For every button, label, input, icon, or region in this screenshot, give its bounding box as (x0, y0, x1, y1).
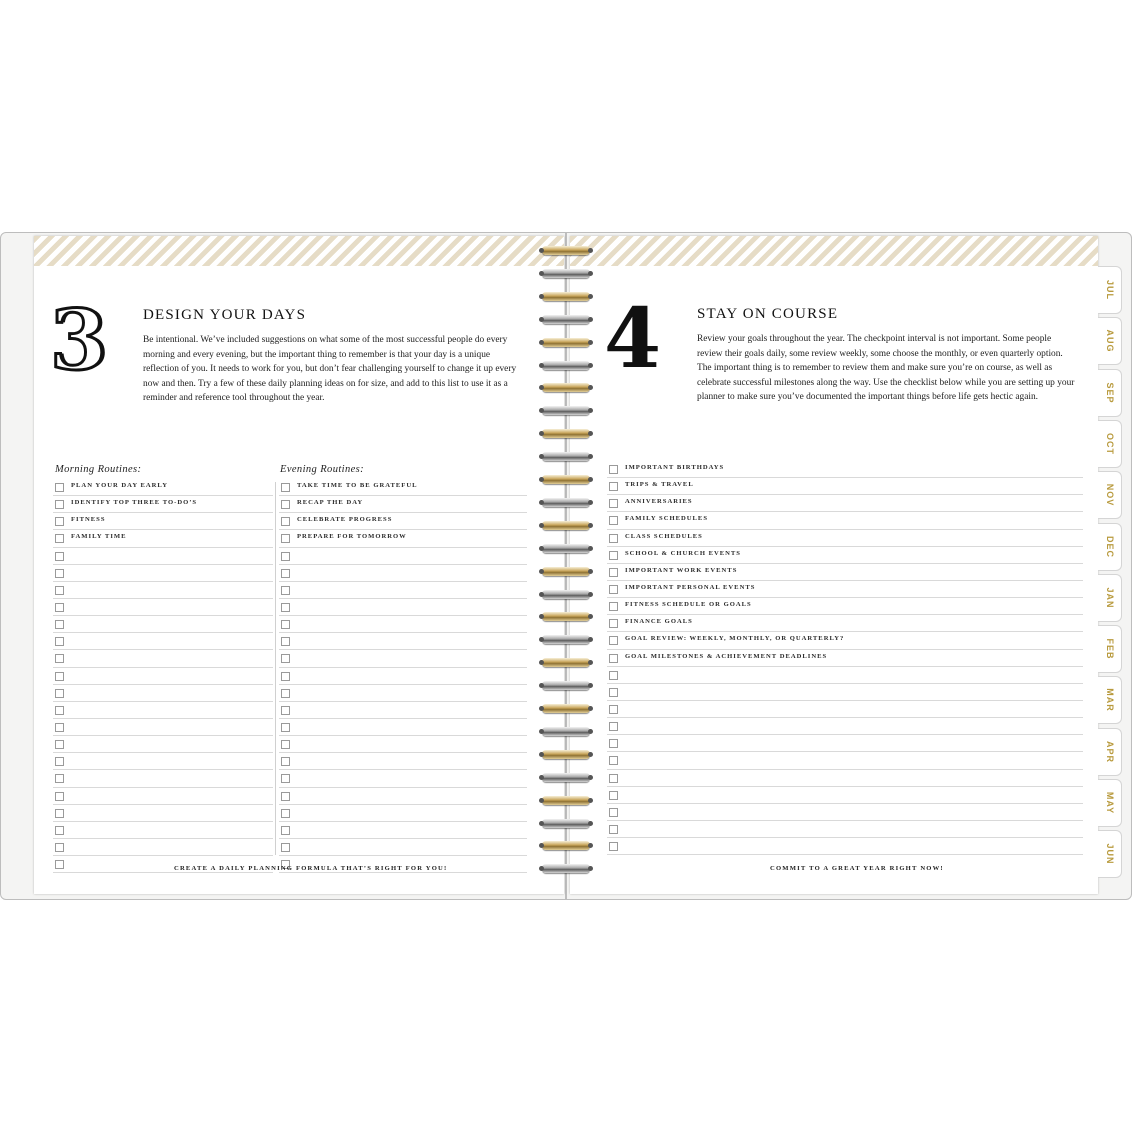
checkbox[interactable] (609, 551, 618, 560)
spiral-ring (542, 361, 590, 370)
evening-row (279, 565, 527, 582)
goal-item-label: CLASS SCHEDULES (625, 532, 703, 540)
morning-row (53, 479, 273, 496)
goal-row (607, 598, 1083, 615)
checkbox[interactable] (609, 739, 618, 748)
month-tab-may[interactable] (1098, 779, 1122, 827)
month-tab-label: OCT (1104, 432, 1115, 455)
morning-row (53, 496, 273, 513)
evening-row (279, 753, 527, 770)
morning-row (53, 822, 273, 839)
checkbox[interactable] (609, 602, 618, 611)
morning-row (53, 530, 273, 547)
checkbox[interactable] (55, 586, 64, 595)
spiral-ring (542, 773, 590, 782)
evening-row (279, 582, 527, 599)
checkbox[interactable] (55, 534, 64, 543)
evening-row (279, 548, 527, 565)
goal-row (607, 581, 1083, 598)
month-tab-label: NOV (1104, 483, 1115, 507)
morning-row (53, 633, 273, 650)
goal-row (607, 530, 1083, 547)
spiral-ring (542, 406, 590, 415)
goal-item-label: IMPORTANT PERSONAL EVENTS (625, 583, 756, 591)
checkbox[interactable] (281, 517, 290, 526)
spiral-ring (542, 704, 590, 713)
morning-row (53, 650, 273, 667)
goal-item-label: FINANCE GOALS (625, 618, 693, 626)
evening-row (279, 496, 527, 513)
checkbox[interactable] (55, 706, 64, 715)
checkbox[interactable] (55, 672, 64, 681)
checkbox[interactable] (55, 843, 64, 852)
checkbox[interactable] (55, 637, 64, 646)
evening-row (279, 719, 527, 736)
evening-item-label: CELEBRATE PROGRESS (297, 516, 393, 524)
checkbox[interactable] (281, 483, 290, 492)
goal-row (607, 804, 1083, 821)
checkbox[interactable] (609, 654, 618, 663)
evening-item-label: PREPARE FOR TOMORROW (297, 533, 407, 541)
checkbox[interactable] (609, 619, 618, 628)
goal-item-label: IMPORTANT BIRTHDAYS (625, 464, 725, 471)
checkbox[interactable] (55, 552, 64, 561)
month-tab-label: MAY (1104, 791, 1115, 815)
goal-row (607, 512, 1083, 529)
evening-routines-list (279, 479, 527, 873)
month-tab-feb[interactable] (1098, 625, 1122, 673)
month-tab-sep[interactable] (1098, 369, 1122, 417)
evening-row (279, 702, 527, 719)
evening-row (279, 770, 527, 787)
section-number-4: 4 (604, 291, 662, 387)
checkbox[interactable] (281, 620, 290, 629)
checkbox[interactable] (55, 689, 64, 698)
checkbox[interactable] (281, 654, 290, 663)
month-tab-mar[interactable] (1098, 676, 1122, 724)
checkbox[interactable] (281, 723, 290, 732)
morning-row (53, 702, 273, 719)
spiral-ring (542, 796, 590, 805)
goal-row (607, 787, 1083, 804)
spiral-ring (542, 841, 590, 850)
morning-row (53, 805, 273, 822)
checkbox[interactable] (609, 722, 618, 731)
morning-row (53, 685, 273, 702)
morning-item-label: FITNESS (71, 516, 106, 524)
checkbox[interactable] (609, 808, 618, 817)
checkbox[interactable] (55, 826, 64, 835)
goal-item-label: TRIPS & TRAVEL (625, 481, 694, 489)
month-tab-dec[interactable] (1098, 523, 1122, 571)
month-tab-label: APR (1104, 740, 1115, 763)
checkbox[interactable] (55, 603, 64, 612)
evening-row (279, 616, 527, 633)
spiral-ring (542, 612, 590, 621)
checkbox[interactable] (281, 689, 290, 698)
evening-row (279, 530, 527, 547)
goal-item-label: SCHOOL & CHURCH EVENTS (625, 549, 741, 557)
checkbox[interactable] (281, 637, 290, 646)
morning-row (53, 668, 273, 685)
goal-row (607, 650, 1083, 667)
morning-row (53, 513, 273, 530)
goals-checklist (607, 461, 1083, 855)
spiral-ring (542, 750, 590, 759)
goal-item-label: IMPORTANT WORK EVENTS (625, 566, 738, 574)
checkbox[interactable] (55, 860, 64, 869)
checkbox[interactable] (609, 825, 618, 834)
evening-item-label: TAKE TIME TO BE GRATEFUL (297, 482, 418, 489)
month-tab-apr[interactable] (1098, 728, 1122, 776)
evening-row (279, 599, 527, 616)
left-page-stripe-band (34, 236, 564, 266)
checkbox[interactable] (609, 585, 618, 594)
spiral-ring (542, 452, 590, 461)
spiral-ring (542, 590, 590, 599)
morning-row (53, 565, 273, 582)
goal-row (607, 461, 1083, 478)
spiral-ring (542, 475, 590, 484)
checkbox[interactable] (281, 740, 290, 749)
morning-row (53, 788, 273, 805)
checkbox[interactable] (281, 792, 290, 801)
checkbox[interactable] (609, 756, 618, 765)
checkbox[interactable] (609, 671, 618, 680)
checkbox[interactable] (55, 809, 64, 818)
checkbox[interactable] (609, 791, 618, 800)
evening-row (279, 839, 527, 856)
checkbox[interactable] (281, 534, 290, 543)
month-tab-label: MAR (1104, 688, 1115, 713)
spiral-ring (542, 727, 590, 736)
checkbox[interactable] (55, 792, 64, 801)
goal-item-label: FAMILY SCHEDULES (625, 515, 708, 523)
month-tab-nov[interactable] (1098, 471, 1122, 519)
design-your-days-title: DESIGN YOUR DAYS (143, 307, 307, 323)
checkbox[interactable] (281, 672, 290, 681)
checkbox[interactable] (281, 586, 290, 595)
morning-routines-list (53, 479, 273, 873)
goal-row (607, 821, 1083, 838)
checkbox[interactable] (281, 809, 290, 818)
goal-row (607, 735, 1083, 752)
checkbox[interactable] (55, 620, 64, 629)
section-number-3: 3 (50, 293, 108, 389)
evening-routines-heading: Evening Routines: (280, 464, 365, 475)
checkbox[interactable] (55, 483, 64, 492)
morning-row (53, 719, 273, 736)
goal-row (607, 684, 1083, 701)
checkbox[interactable] (609, 465, 618, 474)
evening-row (279, 633, 527, 650)
spiral-ring (542, 635, 590, 644)
checkbox[interactable] (609, 842, 618, 851)
spiral-ring (542, 269, 590, 278)
goal-row (607, 632, 1083, 649)
spiral-ring (542, 567, 590, 576)
goal-row (607, 615, 1083, 632)
evening-row (279, 513, 527, 530)
goal-row (607, 718, 1083, 735)
spiral-ring (542, 864, 590, 873)
goal-item-label: GOAL REVIEW: WEEKLY, MONTHLY, OR QUARTERLY? (625, 635, 845, 643)
spiral-ring (542, 338, 590, 347)
left-page-footer: CREATE A DAILY PLANNING FORMULA THAT’S RIGHT FOR YOU! (174, 865, 448, 872)
spiral-ring (542, 246, 590, 255)
month-tab-label: FEB (1104, 638, 1115, 660)
checkbox[interactable] (55, 774, 64, 783)
goal-row (607, 478, 1083, 495)
evening-row (279, 736, 527, 753)
checkbox[interactable] (55, 569, 64, 578)
goal-row (607, 667, 1083, 684)
right-page-footer: COMMIT TO A GREAT YEAR RIGHT NOW! (770, 865, 944, 872)
month-tab-label: SEP (1104, 382, 1115, 404)
morning-item-label: IDENTIFY TOP THREE TO-DO’S (71, 499, 198, 507)
checkbox[interactable] (55, 654, 64, 663)
checkbox[interactable] (609, 482, 618, 491)
spiral-ring (542, 429, 590, 438)
spiral-ring (542, 292, 590, 301)
goal-row (607, 752, 1083, 769)
right-page-stripe-band (570, 236, 1098, 266)
goal-item-label: FITNESS SCHEDULE OR GOALS (625, 601, 752, 609)
checkbox[interactable] (55, 723, 64, 732)
evening-row (279, 650, 527, 667)
goal-item-label: GOAL MILESTONES & ACHIEVEMENT DEADLINES (625, 652, 828, 660)
month-tab-label: JUN (1104, 843, 1115, 865)
spiral-ring (542, 521, 590, 530)
morning-row (53, 736, 273, 753)
goal-item-label: ANNIVERSARIES (625, 498, 693, 506)
goal-row (607, 838, 1083, 855)
checkbox[interactable] (55, 517, 64, 526)
month-tab-jan[interactable] (1098, 574, 1122, 622)
checkbox[interactable] (281, 603, 290, 612)
checkbox[interactable] (609, 499, 618, 508)
month-tab-label: DEC (1104, 535, 1115, 558)
evening-row (279, 822, 527, 839)
morning-row (53, 770, 273, 787)
checkbox[interactable] (609, 534, 618, 543)
spiral-ring (542, 498, 590, 507)
checkbox[interactable] (281, 552, 290, 561)
checkbox[interactable] (55, 757, 64, 766)
checkbox[interactable] (609, 774, 618, 783)
morning-routines-heading: Morning Routines: (55, 464, 142, 475)
spiral-ring (542, 819, 590, 828)
evening-item-label: RECAP THE DAY (297, 499, 364, 507)
evening-row (279, 788, 527, 805)
checkbox[interactable] (609, 705, 618, 714)
spiral-ring (542, 681, 590, 690)
morning-row (53, 599, 273, 616)
checkbox[interactable] (281, 569, 290, 578)
design-your-days-body: Be intentional. We’ve included suggestions on what some of the most successful people do every morning and every evening, but the important thing to remember is that your day is a unique reflection of you. It needs to work for you, but don’t fear challenging yourself to change it up every now and then. Try a few of these daily planning ideas on for size, and add to this list to use it as a reminder and reference tool throughout the year. (143, 335, 517, 404)
morning-row (53, 839, 273, 856)
checkbox[interactable] (281, 757, 290, 766)
goal-row (607, 564, 1083, 581)
month-tab-label: JAN (1104, 587, 1115, 609)
month-tab-oct[interactable] (1098, 420, 1122, 468)
checkbox[interactable] (281, 706, 290, 715)
checkbox[interactable] (609, 688, 618, 697)
checkbox[interactable] (281, 826, 290, 835)
checkbox[interactable] (281, 774, 290, 783)
morning-row (53, 548, 273, 565)
checkbox[interactable] (281, 500, 290, 509)
checkbox[interactable] (55, 500, 64, 509)
month-tab-label: AUG (1104, 329, 1115, 353)
morning-row (53, 753, 273, 770)
morning-item-label: PLAN YOUR DAY EARLY (71, 482, 168, 489)
stay-on-course-body: Review your goals throughout the year. The checkpoint interval is not important. Some people review their goals daily, some review weekly, some choose the monthly, or even quarterly option. The important thing is to remember to review them and make sure you’re on course, as well as celebrate successful milestones along the way. Use the checklist below while you are setting up your planner to make sure you’ve documented the important things before life gets hectic again. (697, 334, 1075, 403)
spiral-ring (542, 383, 590, 392)
morning-item-label: FAMILY TIME (71, 533, 127, 541)
goal-row (607, 770, 1083, 787)
checkbox[interactable] (609, 516, 618, 525)
evening-row (279, 668, 527, 685)
checkbox[interactable] (609, 568, 618, 577)
spiral-binding (538, 246, 594, 886)
stay-on-course-title: STAY ON COURSE (697, 306, 839, 322)
month-tab-aug[interactable] (1098, 317, 1122, 365)
month-tab-jul[interactable] (1098, 266, 1122, 314)
morning-row (53, 616, 273, 633)
checkbox[interactable] (609, 636, 618, 645)
spiral-ring (542, 315, 590, 324)
goal-row (607, 547, 1083, 564)
month-tab-jun[interactable] (1098, 830, 1122, 878)
morning-row (53, 582, 273, 599)
column-divider (275, 482, 276, 855)
evening-row (279, 805, 527, 822)
spiral-ring (542, 658, 590, 667)
evening-row (279, 685, 527, 702)
month-tab-label: JUL (1104, 279, 1115, 301)
evening-row (279, 479, 527, 496)
spiral-ring (542, 544, 590, 553)
checkbox[interactable] (281, 843, 290, 852)
goal-row (607, 495, 1083, 512)
checkbox[interactable] (55, 740, 64, 749)
goal-row (607, 701, 1083, 718)
